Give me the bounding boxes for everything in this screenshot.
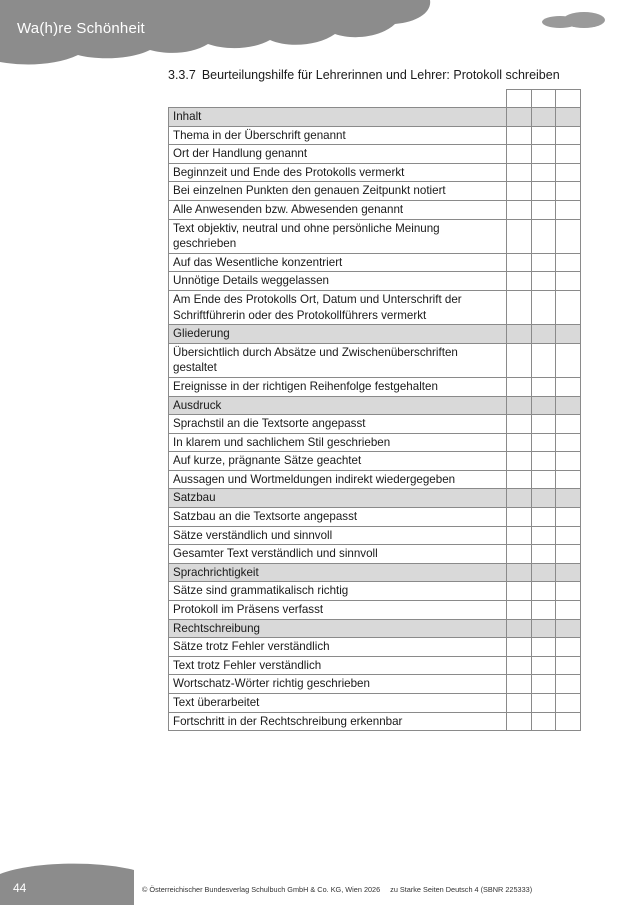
criterion-label: Text objektiv, neutral und ohne persönliche Meinung geschrieben xyxy=(169,219,507,253)
rating-checkbox-cell[interactable] xyxy=(556,526,581,545)
category-shaded-cell xyxy=(531,489,556,508)
rating-checkbox-cell[interactable] xyxy=(507,452,532,471)
rating-checkbox-cell[interactable] xyxy=(507,508,532,527)
category-label: Gliederung xyxy=(169,325,507,344)
rating-checkbox-cell[interactable] xyxy=(556,433,581,452)
criterion-row xyxy=(169,433,581,452)
criterion-label: Auf kurze, prägnante Sätze geachtet xyxy=(169,452,507,471)
rating-checkbox-cell[interactable] xyxy=(507,694,532,713)
rating-checkbox-cell[interactable] xyxy=(507,526,532,545)
criterion-row xyxy=(169,290,581,324)
criterion-label: Bei einzelnen Punkten den genauen Zeitpunkt notiert xyxy=(169,182,507,201)
rating-checkbox-cell[interactable] xyxy=(556,638,581,657)
chapter-title: Wa(h)re Schönheit xyxy=(17,20,145,37)
category-shaded-cell xyxy=(556,396,581,415)
criterion-row xyxy=(169,377,581,396)
rating-checkbox-cell[interactable] xyxy=(556,182,581,201)
rating-checkbox-cell[interactable] xyxy=(531,290,556,324)
rating-checkbox-cell[interactable] xyxy=(556,126,581,145)
criterion-row xyxy=(169,545,581,564)
rating-checkbox-cell[interactable] xyxy=(531,253,556,272)
rating-checkbox-cell[interactable] xyxy=(507,377,532,396)
criterion-row xyxy=(169,272,581,291)
category-shaded-cell xyxy=(556,108,581,127)
rating-checkbox-cell[interactable] xyxy=(556,415,581,434)
category-shaded-cell xyxy=(531,396,556,415)
criterion-label: Aussagen und Wortmeldungen indirekt wiedergegeben xyxy=(169,470,507,489)
rating-checkbox-cell[interactable] xyxy=(507,470,532,489)
criterion-row xyxy=(169,470,581,489)
rating-checkbox-cell[interactable] xyxy=(531,675,556,694)
rating-checkbox-cell[interactable] xyxy=(507,638,532,657)
criterion-row xyxy=(169,452,581,471)
rating-checkbox-cell[interactable] xyxy=(556,163,581,182)
category-shaded-cell xyxy=(556,489,581,508)
rating-column-header-2 xyxy=(531,90,556,108)
criterion-label: Übersichtlich durch Absätze und Zwischenüberschriften gestaltet xyxy=(169,343,507,377)
rating-checkbox-cell[interactable] xyxy=(531,433,556,452)
criterion-label: Auf das Wesentliche konzentriert xyxy=(169,253,507,272)
category-shaded-cell xyxy=(507,489,532,508)
category-shaded-cell xyxy=(531,325,556,344)
criterion-label: Sätze trotz Fehler verständlich xyxy=(169,638,507,657)
rating-column-header-1 xyxy=(507,90,532,108)
rating-checkbox-cell[interactable] xyxy=(556,508,581,527)
header-blank-cell xyxy=(169,90,507,108)
rating-checkbox-cell[interactable] xyxy=(531,656,556,675)
rating-checkbox-cell[interactable] xyxy=(507,675,532,694)
criterion-row xyxy=(169,253,581,272)
rating-checkbox-cell[interactable] xyxy=(531,377,556,396)
rating-checkbox-cell[interactable] xyxy=(507,145,532,164)
table-header-row xyxy=(169,90,581,108)
criterion-label: Text überarbeitet xyxy=(169,694,507,713)
rating-checkbox-cell[interactable] xyxy=(507,272,532,291)
category-shaded-cell xyxy=(507,325,532,344)
criterion-label: In klarem und sachlichem Stil geschrieben xyxy=(169,433,507,452)
section-number: 3.3.7 xyxy=(168,68,196,82)
page-number: 44 xyxy=(13,881,27,895)
criterion-label: Am Ende des Protokolls Ort, Datum und Unterschrift der Schriftführerin oder des Protokollführers vermerkt xyxy=(169,290,507,324)
rating-checkbox-cell[interactable] xyxy=(556,582,581,601)
category-shaded-cell xyxy=(507,619,532,638)
section-heading xyxy=(168,68,560,82)
rating-checkbox-cell[interactable] xyxy=(556,656,581,675)
rating-checkbox-cell[interactable] xyxy=(556,377,581,396)
rating-checkbox-cell[interactable] xyxy=(531,694,556,713)
criterion-label: Satzbau an die Textsorte angepasst xyxy=(169,508,507,527)
criterion-row xyxy=(169,219,581,253)
rating-checkbox-cell[interactable] xyxy=(507,433,532,452)
category-shaded-cell xyxy=(531,108,556,127)
rating-checkbox-cell[interactable] xyxy=(531,582,556,601)
criterion-label: Sätze verständlich und sinnvoll xyxy=(169,526,507,545)
rating-checkbox-cell[interactable] xyxy=(507,712,532,731)
criterion-label: Fortschritt in der Rechtschreibung erkennbar xyxy=(169,712,507,731)
category-label: Satzbau xyxy=(169,489,507,508)
rating-checkbox-cell[interactable] xyxy=(507,253,532,272)
rating-checkbox-cell[interactable] xyxy=(556,219,581,253)
criterion-row xyxy=(169,126,581,145)
criterion-label: Thema in der Überschrift genannt xyxy=(169,126,507,145)
category-shaded-cell xyxy=(556,563,581,582)
criterion-row xyxy=(169,694,581,713)
criterion-row xyxy=(169,163,581,182)
rating-checkbox-cell[interactable] xyxy=(531,526,556,545)
rating-checkbox-cell[interactable] xyxy=(556,272,581,291)
rating-checkbox-cell[interactable] xyxy=(556,145,581,164)
criterion-row xyxy=(169,200,581,219)
rating-checkbox-cell[interactable] xyxy=(556,253,581,272)
category-shaded-cell xyxy=(531,619,556,638)
category-label: Rechtschreibung xyxy=(169,619,507,638)
rating-checkbox-cell[interactable] xyxy=(531,415,556,434)
criterion-label: Ort der Handlung genannt xyxy=(169,145,507,164)
criterion-label: Sprachstil an die Textsorte angepasst xyxy=(169,415,507,434)
rating-checkbox-cell[interactable] xyxy=(531,163,556,182)
criterion-label: Beginnzeit und Ende des Protokolls vermerkt xyxy=(169,163,507,182)
rating-checkbox-cell[interactable] xyxy=(507,582,532,601)
category-shaded-cell xyxy=(556,325,581,344)
rating-checkbox-cell[interactable] xyxy=(507,343,532,377)
rating-checkbox-cell[interactable] xyxy=(507,656,532,675)
category-row xyxy=(169,489,581,508)
rating-checkbox-cell[interactable] xyxy=(531,452,556,471)
rating-checkbox-cell[interactable] xyxy=(507,163,532,182)
criterion-row xyxy=(169,712,581,731)
category-label: Sprachrichtigkeit xyxy=(169,563,507,582)
rating-checkbox-cell[interactable] xyxy=(531,343,556,377)
rating-checkbox-cell[interactable] xyxy=(531,470,556,489)
criterion-row xyxy=(169,601,581,620)
criterion-row xyxy=(169,656,581,675)
rating-checkbox-cell[interactable] xyxy=(507,126,532,145)
category-row xyxy=(169,325,581,344)
rating-checkbox-cell[interactable] xyxy=(531,219,556,253)
category-shaded-cell xyxy=(507,396,532,415)
rating-checkbox-cell[interactable] xyxy=(531,200,556,219)
footer-copyright xyxy=(142,885,532,894)
criterion-row xyxy=(169,343,581,377)
category-row xyxy=(169,619,581,638)
criterion-label: Text trotz Fehler verständlich xyxy=(169,656,507,675)
criterion-row xyxy=(169,526,581,545)
rating-checkbox-cell[interactable] xyxy=(556,675,581,694)
category-row xyxy=(169,108,581,127)
category-row xyxy=(169,563,581,582)
rating-checkbox-cell[interactable] xyxy=(531,126,556,145)
rating-checkbox-cell[interactable] xyxy=(531,182,556,201)
rating-checkbox-cell[interactable] xyxy=(531,272,556,291)
criterion-label: Unnötige Details weggelassen xyxy=(169,272,507,291)
rating-checkbox-cell[interactable] xyxy=(507,415,532,434)
criterion-row xyxy=(169,638,581,657)
category-label: Inhalt xyxy=(169,108,507,127)
rating-checkbox-cell[interactable] xyxy=(556,200,581,219)
category-label: Ausdruck xyxy=(169,396,507,415)
category-shaded-cell xyxy=(507,563,532,582)
rating-checkbox-cell[interactable] xyxy=(531,508,556,527)
rating-checkbox-cell[interactable] xyxy=(531,638,556,657)
rating-checkbox-cell[interactable] xyxy=(507,182,532,201)
rating-column-header-3 xyxy=(556,90,581,108)
criterion-label: Sätze sind grammatikalisch richtig xyxy=(169,582,507,601)
book-reference: zu Starke Seiten Deutsch 4 (SBNR 225333) xyxy=(390,885,533,894)
rating-checkbox-cell[interactable] xyxy=(531,601,556,620)
rating-checkbox-cell[interactable] xyxy=(556,712,581,731)
rating-checkbox-cell[interactable] xyxy=(531,545,556,564)
criterion-label: Gesamter Text verständlich und sinnvoll xyxy=(169,545,507,564)
copyright-text: © Österreichischer Bundesverlag Schulbuch GmbH & Co. KG, Wien 2026 xyxy=(142,885,381,894)
criterion-label: Wortschatz-Wörter richtig geschrieben xyxy=(169,675,507,694)
rating-checkbox-cell[interactable] xyxy=(556,601,581,620)
criterion-label: Ereignisse in der richtigen Reihenfolge festgehalten xyxy=(169,377,507,396)
category-shaded-cell xyxy=(531,563,556,582)
criterion-label: Alle Anwesenden bzw. Abwesenden genannt xyxy=(169,200,507,219)
criterion-row xyxy=(169,145,581,164)
section-title: Beurteilungshilfe für Lehrerinnen und Lehrer: Protokoll schreiben xyxy=(201,68,560,82)
rating-checkbox-cell[interactable] xyxy=(531,145,556,164)
category-shaded-cell xyxy=(556,619,581,638)
criterion-row xyxy=(169,182,581,201)
rating-checkbox-cell[interactable] xyxy=(556,470,581,489)
rating-checkbox-cell[interactable] xyxy=(556,452,581,471)
criterion-row xyxy=(169,508,581,527)
rating-checkbox-cell[interactable] xyxy=(556,694,581,713)
rating-checkbox-cell[interactable] xyxy=(556,343,581,377)
rating-checkbox-cell[interactable] xyxy=(531,712,556,731)
category-row xyxy=(169,396,581,415)
rating-checkbox-cell[interactable] xyxy=(507,290,532,324)
criterion-label: Protokoll im Präsens verfasst xyxy=(169,601,507,620)
rating-checkbox-cell[interactable] xyxy=(507,545,532,564)
criterion-row xyxy=(169,415,581,434)
rating-checkbox-cell[interactable] xyxy=(556,545,581,564)
rating-checkbox-cell[interactable] xyxy=(507,601,532,620)
rating-checkbox-cell[interactable] xyxy=(507,200,532,219)
rating-checkbox-cell[interactable] xyxy=(556,290,581,324)
rating-checkbox-cell[interactable] xyxy=(507,219,532,253)
category-shaded-cell xyxy=(507,108,532,127)
assessment-table xyxy=(168,89,581,731)
criterion-row xyxy=(169,582,581,601)
criterion-row xyxy=(169,675,581,694)
